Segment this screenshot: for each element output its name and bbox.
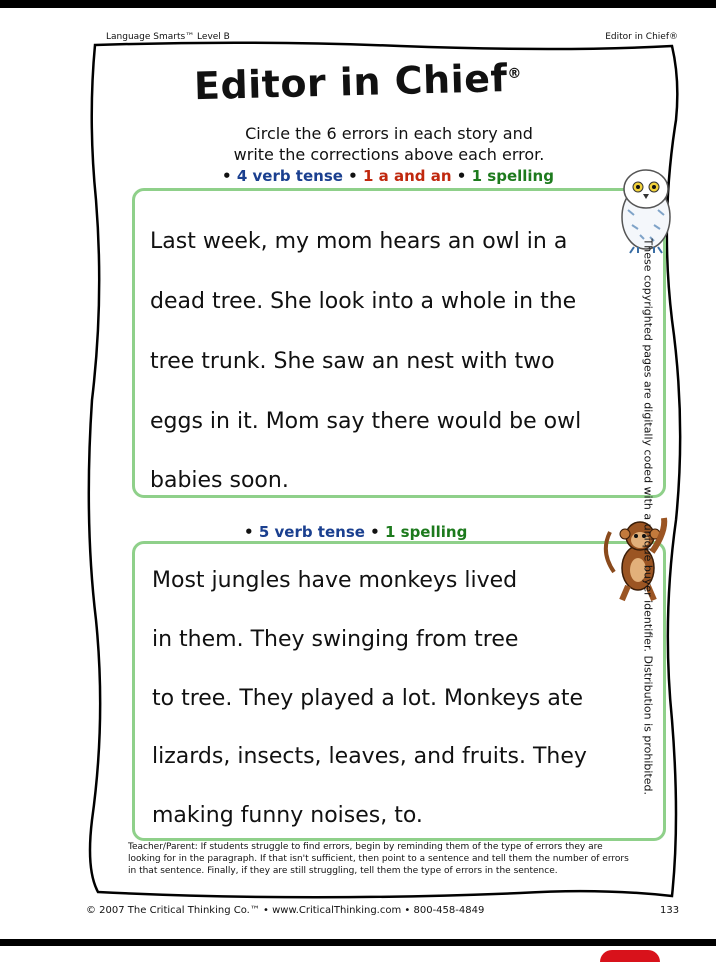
footer-copyright: © 2007 The Critical Thinking Co.™ • www.CriticalThinking.com • 800-458-4849	[86, 905, 485, 916]
page-title: Editor in Chief®	[193, 56, 523, 109]
error-type-spelling: 1 spelling	[384, 523, 468, 541]
story1-line: Last week, my mom hears an owl in a	[150, 229, 568, 254]
story1-line: tree trunk. She saw an nest with two	[150, 349, 555, 374]
story2-line: to tree. They played a lot. Monkeys ate	[152, 686, 583, 711]
error-type-verb-tense: 4 verb tense	[236, 167, 343, 185]
header-left: Language Smarts™ Level B	[106, 32, 230, 42]
story2-line: Most jungles have monkeys lived	[152, 568, 518, 593]
story2-line: lizards, insects, leaves, and fruits. They	[152, 744, 587, 769]
story2-box	[132, 541, 666, 841]
story2-error-types: • 5 verb tense • 1 spelling	[244, 523, 468, 541]
instruction-line: write the corrections above each error.	[233, 145, 545, 164]
page-number: 133	[660, 905, 680, 916]
copyright-sidebar: These copyrighted pages are digitally coded with a unique buyer identifier. Distribution is prohibited.	[641, 238, 655, 796]
error-type-verb-tense: 5 verb tense	[258, 523, 365, 541]
monkey-illustration	[600, 512, 674, 604]
instructions	[0, 123, 716, 165]
header-right: Editor in Chief®	[605, 32, 678, 42]
instruction-line: Circle the 6 errors in each story and	[245, 124, 533, 143]
story1-error-types: • 4 verb tense • 1 a and an • 1 spelling	[222, 167, 554, 185]
story1-line: eggs in it. Mom say there would be owl	[150, 409, 582, 434]
story2-line: in them. They swinging from tree	[152, 627, 519, 652]
bottom-black-bar	[0, 939, 716, 946]
teacher-parent-note: Teacher/Parent: If students struggle to find errors, begin by reminding them of the type of errors they are looking for in the paragraph. If that isn't sufficient, then point to a sentence and tell them the number of errors in that sentence. Finally, if they are still struggling, tell them the type of errors in the sentence.	[128, 842, 629, 876]
error-type-spelling: 1 spelling	[471, 167, 554, 185]
story1-box	[132, 188, 666, 498]
story1-line: babies soon.	[150, 468, 289, 493]
story1-line: dead tree. She look into a whole in the	[150, 289, 577, 314]
story2-line: making funny noises, to.	[152, 803, 423, 828]
error-type-a-and-an: 1 a and an	[362, 167, 452, 185]
red-edge-mark	[600, 950, 660, 962]
